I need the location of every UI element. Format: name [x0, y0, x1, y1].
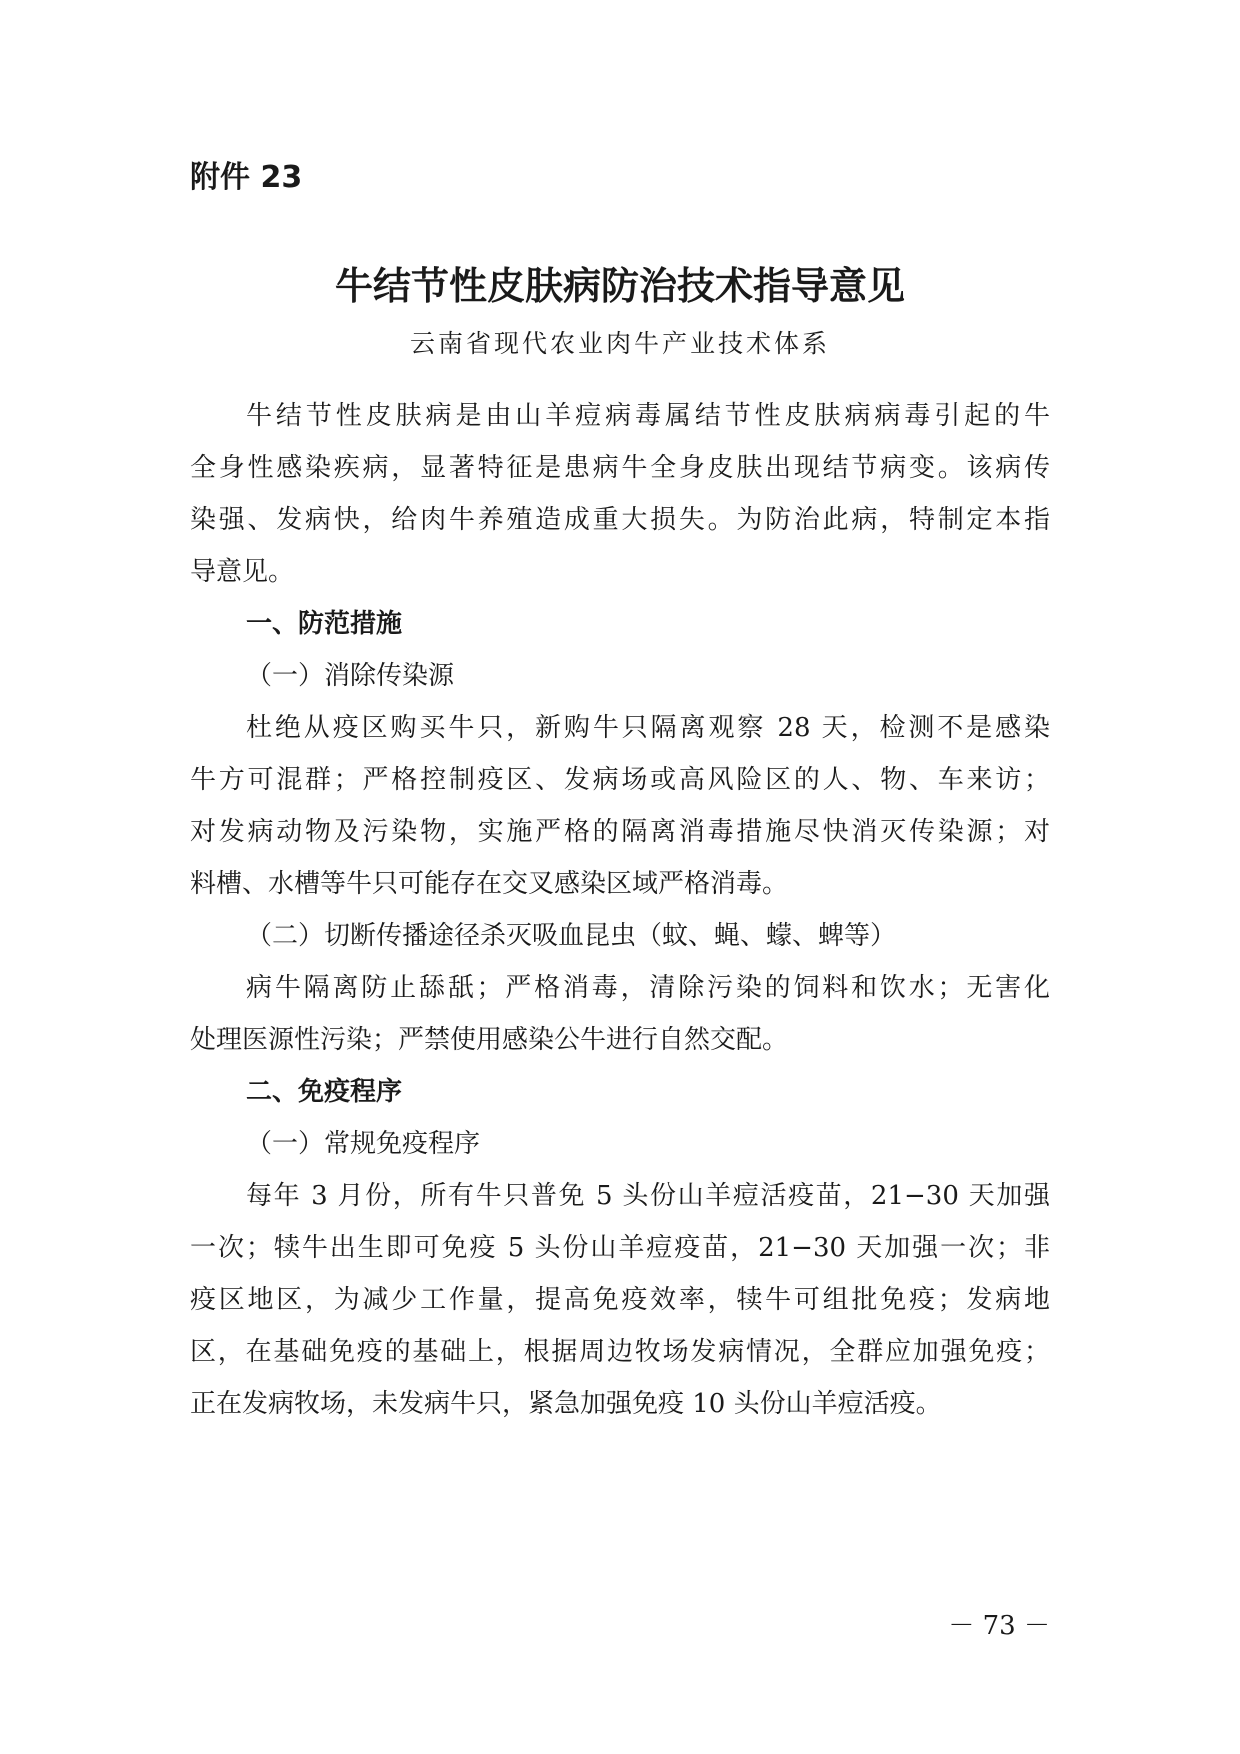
paragraph-line: 每年 3 月份，所有牛只普免 5 头份山羊痘活疫苗，21−30 天加强 [246, 1181, 1050, 1211]
paragraph-line: 全身性感染疾病，显著特征是患病牛全身皮肤出现结节病变。该病传 [190, 453, 1050, 483]
paragraph-line: 正在发病牧场，未发病牛只，紧急加强免疫 10 头份山羊痘活疫。 [190, 1389, 942, 1419]
section-heading: 一、防范措施 [246, 609, 403, 639]
paragraph-line: 病牛隔离防止舔舐；严格消毒，清除污染的饲料和饮水；无害化 [246, 973, 1050, 1003]
paragraph-line: 对发病动物及污染物，实施严格的隔离消毒措施尽快消灭传染源；对 [190, 817, 1050, 847]
paragraph-line: 区，在基础免疫的基础上，根据周边牧场发病情况，全群应加强免疫； [190, 1337, 1050, 1367]
document-title: 牛结节性皮肤病防治技术指导意见 [334, 264, 905, 308]
paragraph-line: 一次；犊牛出生即可免疫 5 头份山羊痘疫苗，21−30 天加强一次；非 [190, 1233, 1050, 1263]
paragraph-line: 导意见。 [190, 557, 295, 587]
paragraph-line: 牛方可混群；严格控制疫区、发病场或高风险区的人、物、车来访； [190, 765, 1050, 795]
paragraph-line: 疫区地区，为减少工作量，提高免疫效率，犊牛可组批免疫；发病地 [190, 1285, 1050, 1315]
subsection-heading: （二）切断传播途径杀灭吸血昆虫（蚊、蝇、蠓、蜱等） [246, 921, 897, 951]
document-subtitle: 云南省现代农业肉牛产业技术体系 [409, 329, 830, 358]
page-number: － 73 － [948, 1611, 1050, 1641]
section-heading: 二、免疫程序 [246, 1077, 403, 1107]
paragraph-line: 杜绝从疫区购买牛只，新购牛只隔离观察 28 天，检测不是感染 [246, 713, 1050, 743]
subsection-heading: （一）常规免疫程序 [246, 1129, 481, 1159]
subsection-heading: （一）消除传染源 [246, 661, 455, 691]
paragraph-line: 牛结节性皮肤病是由山羊痘病毒属结节性皮肤病病毒引起的牛 [246, 401, 1050, 431]
paragraph-line: 染强、发病快，给肉牛养殖造成重大损失。为防治此病，特制定本指 [190, 505, 1050, 535]
paragraph-line: 处理医源性污染；严禁使用感染公牛进行自然交配。 [190, 1025, 789, 1055]
attachment-label: 附件 23 [190, 160, 303, 195]
paragraph-line: 料槽、水槽等牛只可能存在交叉感染区域严格消毒。 [190, 869, 789, 899]
